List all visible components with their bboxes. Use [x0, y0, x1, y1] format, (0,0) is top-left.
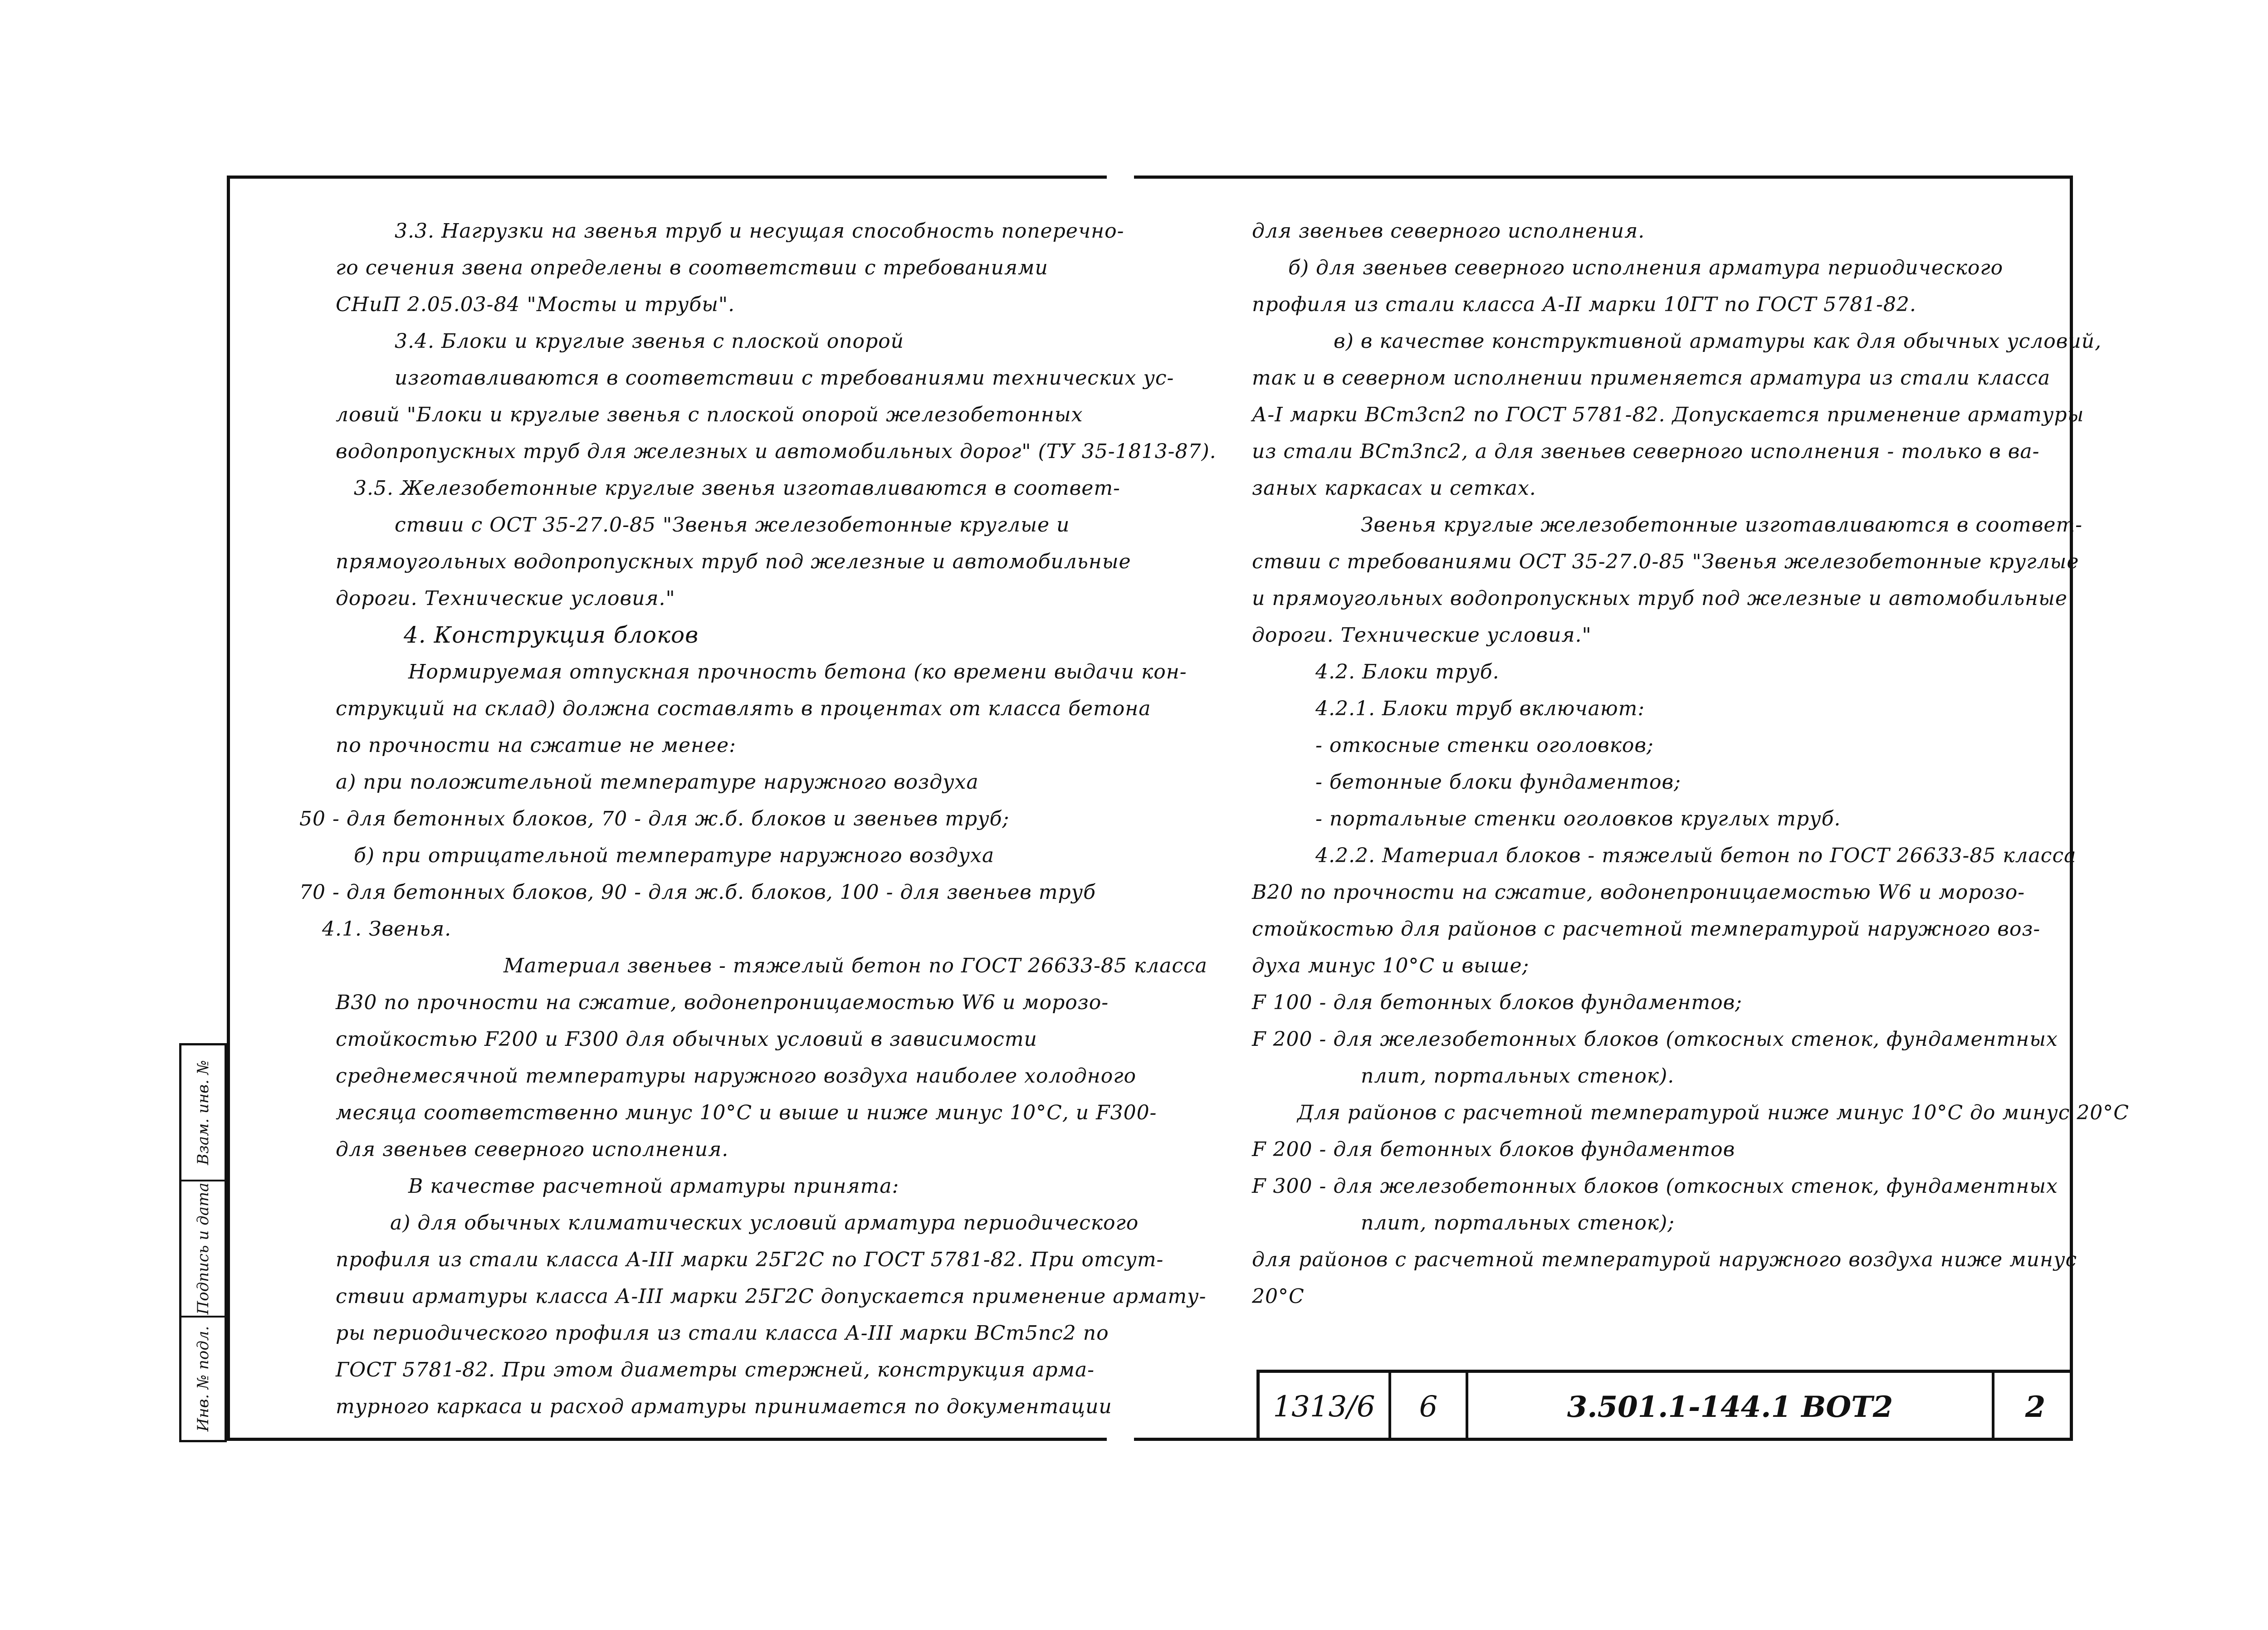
text-line: дороги. Технические условия." — [1252, 624, 1592, 647]
stamp-label: Взам. инв. № — [194, 1060, 212, 1165]
text-line: 4. Конструкция блоков — [404, 622, 699, 648]
stamp-label: Инв. № подл. — [194, 1326, 212, 1432]
stamp-strip — [179, 1043, 227, 1442]
text-line: А-I марки ВСт3сп2 по ГОСТ 5781-82. Допускается применение арматуры — [1252, 403, 2084, 426]
title-block-code: 3.501.1-144.1 ВОТ2 — [1468, 1373, 1994, 1441]
text-line: дороги. Технические условия." — [336, 587, 675, 610]
text-line: изготавливаются в соответствии с требованиями технических ус- — [395, 366, 1174, 390]
text-line: духа минус 10°С и выше; — [1252, 954, 1530, 977]
text-line: го сечения звена определены в соответствии с требованиями — [336, 256, 1048, 279]
text-line: F 300 - для железобетонных блоков (откосных стенок, фундаментных — [1252, 1175, 2058, 1198]
text-line: ГОСТ 5781-82. При этом диаметры стержней, конструкция арма- — [336, 1358, 1095, 1381]
text-line: F 200 - для железобетонных блоков (откосных стенок, фундаментных — [1252, 1028, 2058, 1051]
text-line: прямоугольных водопропускных труб под железные и автомобильные — [336, 550, 1131, 573]
text-line: 4.2.1. Блоки труб включают: — [1315, 697, 1645, 720]
spread-gap-bottom — [1107, 1429, 1134, 1451]
text-line: из стали ВСт3пс2, а для звеньев северного исполнения - только в ва- — [1252, 440, 2040, 463]
text-line: Для районов с расчетной температурой ниже минус 10°С до минус 20°С — [1297, 1101, 2129, 1124]
text-line: водопропускных труб для железных и автомобильных дорог" (ТУ 35-1813-87). — [336, 440, 1217, 463]
stamp-cell-signature — [181, 1181, 225, 1318]
text-line: 4.2.2. Материал блоков - тяжелый бетон по ГОСТ 26633-85 класса — [1315, 844, 2077, 867]
stamp-cell-replace — [181, 1045, 225, 1181]
text-line: профиля из стали класса А-II марки 10ГТ по ГОСТ 5781-82. — [1252, 293, 1916, 316]
text-line: и прямоугольных водопропускных труб под железные и автомобильные — [1252, 587, 2068, 610]
text-line: для звеньев северного исполнения. — [336, 1138, 729, 1161]
text-line: В качестве расчетной арматуры принята: — [408, 1175, 899, 1198]
text-line: а) при положительной температуре наружного воздуха — [336, 771, 979, 794]
text-line: 20°С — [1252, 1285, 1305, 1308]
spread-gap-top — [1107, 163, 1134, 190]
text-line: 4.2. Блоки труб. — [1315, 660, 1500, 683]
text-line: ствии с требованиями ОСТ 35-27.0-85 "Звенья железобетонные круглые — [1252, 550, 2079, 573]
text-line: - портальные стенки оголовков круглых труб. — [1315, 807, 1841, 830]
text-line: для районов с расчетной температурой наружного воздуха ниже минус — [1252, 1248, 2077, 1271]
text-line: а) для обычных климатических условий арматура периодического — [390, 1211, 1139, 1235]
text-line: среднемесячной температуры наружного воздуха наиболее холодного — [336, 1064, 1136, 1088]
title-block-sheet: 6 — [1391, 1373, 1468, 1441]
text-line: месяца соответственно минус 10°С и выше и ниже минус 10°С, и F300- — [336, 1101, 1157, 1124]
text-line: струкций на склад) должна составлять в процентах от класса бетона — [336, 697, 1151, 720]
text-line: стойкостью F200 и F300 для обычных условий в зависимости — [336, 1028, 1037, 1051]
text-line: профиля из стали класса А-III марки 25Г2С по ГОСТ 5781-82. При отсут- — [336, 1248, 1164, 1271]
text-line: 3.3. Нагрузки на звенья труб и несущая способность поперечно- — [395, 220, 1124, 243]
text-line: 50 - для бетонных блоков, 70 - для ж.б. блоков и звеньев труб; — [299, 807, 1010, 830]
text-line: 70 - для бетонных блоков, 90 - для ж.б. блоков, 100 - для звеньев труб — [299, 881, 1096, 904]
text-line: В20 по прочности на сжатие, водонепроницаемостью W6 и морозо- — [1252, 881, 2025, 904]
text-line: плит, портальных стенок). — [1361, 1064, 1675, 1088]
text-line: б) при отрицательной температуре наружного воздуха — [354, 844, 995, 867]
title-block-album: 1313/6 — [1260, 1373, 1391, 1441]
text-line: турного каркаса и расход арматуры принимается по документации — [336, 1395, 1112, 1418]
stamp-cell-inventory — [181, 1318, 225, 1440]
text-line: в) в качестве конструктивной арматуры как для обычных условий, — [1334, 330, 2102, 353]
text-line: б) для звеньев северного исполнения арматура периодического — [1288, 256, 2004, 279]
text-line: Материал звеньев - тяжелый бетон по ГОСТ 26633-85 класса — [503, 954, 1207, 977]
stamp-label: Подпись и дата — [194, 1182, 212, 1315]
text-line: Нормируемая отпускная прочность бетона (ко времени выдачи кон- — [408, 660, 1187, 683]
text-line: СНиП 2.05.03-84 "Мосты и трубы". — [336, 293, 735, 316]
text-line: 4.1. Звенья. — [322, 917, 452, 941]
text-line: - откосные стенки оголовков; — [1315, 734, 1654, 757]
title-block — [1256, 1370, 2073, 1441]
text-line: плит, портальных стенок); — [1361, 1211, 1675, 1235]
text-line: F 100 - для бетонных блоков фундаментов; — [1252, 991, 1743, 1014]
text-line: заных каркасах и сетках. — [1252, 477, 1536, 500]
text-line: F 200 - для бетонных блоков фундаментов — [1252, 1138, 1735, 1161]
text-line: Звенья круглые железобетонные изготавливаются в соответ- — [1361, 513, 2082, 537]
text-line: ры периодического профиля из стали класса А-III марки ВСт5пс2 по — [336, 1322, 1109, 1345]
text-line: ствии с ОСТ 35-27.0-85 "Звенья железобетонные круглые и — [395, 513, 1070, 537]
text-line: ловий "Блоки и круглые звенья с плоской опорой железобетонных — [336, 403, 1083, 426]
text-line: - бетонные блоки фундаментов; — [1315, 771, 1681, 794]
text-line: ствии арматуры класса А-III марки 25Г2С допускается применение армату- — [336, 1285, 1207, 1308]
text-line: для звеньев северного исполнения. — [1252, 220, 1645, 243]
text-line: стойкостью для районов с расчетной температурой наружного воз- — [1252, 917, 2041, 941]
text-line: 3.4. Блоки и круглые звенья с плоской опорой — [395, 330, 904, 353]
text-line: 3.5. Железобетонные круглые звенья изготавливаются в соответ- — [354, 477, 1120, 500]
title-block-page: 2 — [2025, 1390, 2046, 1424]
text-line: по прочности на сжатие не менее: — [336, 734, 736, 757]
text-line: В30 по прочности на сжатие, водонепроницаемостью W6 и морозо- — [336, 991, 1109, 1014]
text-line: так и в северном исполнении применяется арматура из стали класса — [1252, 366, 2051, 390]
